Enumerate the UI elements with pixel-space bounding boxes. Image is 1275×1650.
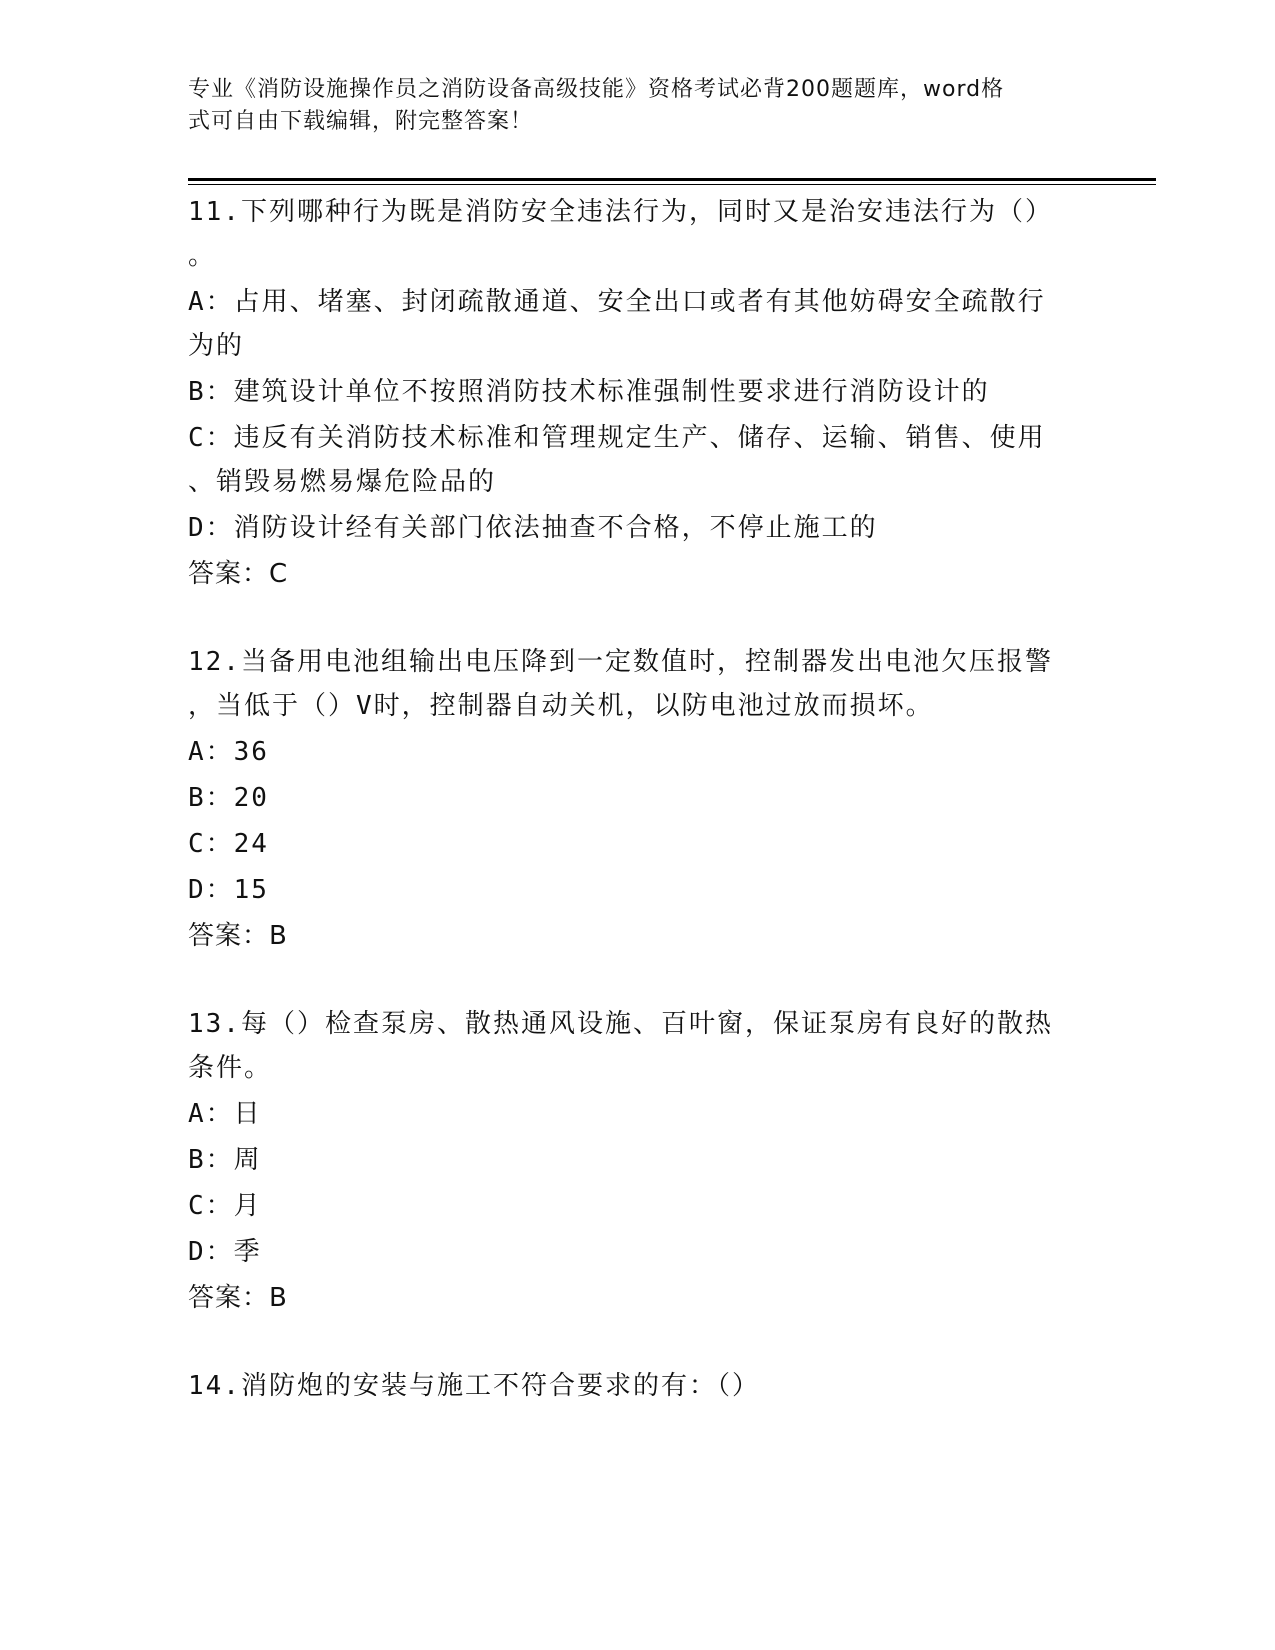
question-text-continued: 条件。 bbox=[188, 1053, 273, 1083]
question-text: 14.消防炮的安装与施工不符合要求的有：（） bbox=[188, 1371, 760, 1401]
option-a-continued: 为的 bbox=[188, 331, 245, 361]
option-b: B：建筑设计单位不按照消防技术标准强制性要求进行消防设计的 bbox=[188, 377, 990, 407]
question-list bbox=[188, 190, 1088, 1452]
question-12 bbox=[188, 640, 1088, 958]
option-d: D：15 bbox=[188, 875, 269, 905]
option-a: A：占用、堵塞、封闭疏散通道、安全出口或者有其他妨碍安全疏散行 bbox=[188, 287, 1046, 317]
option-d: D：季 bbox=[188, 1237, 262, 1267]
question-text: 11.下列哪种行为既是消防安全违法行为，同时又是治安违法行为（） bbox=[188, 197, 1053, 227]
option-c: C：违反有关消防技术标准和管理规定生产、储存、运输、销售、使用 bbox=[188, 423, 1046, 453]
question-13 bbox=[188, 1002, 1088, 1320]
header-divider-thick bbox=[188, 178, 1156, 181]
question-14 bbox=[188, 1364, 1088, 1408]
question-text: 13.每（）检查泵房、散热通风设施、百叶窗，保证泵房有良好的散热 bbox=[188, 1009, 1053, 1039]
question-text: 12.当备用电池组输出电压降到一定数值时，控制器发出电池欠压报警 bbox=[188, 647, 1053, 677]
option-c: C：24 bbox=[188, 829, 269, 859]
answer: 答案：B bbox=[188, 921, 288, 951]
answer: 答案：B bbox=[188, 1283, 288, 1313]
answer: 答案：C bbox=[188, 559, 289, 589]
option-b: B：20 bbox=[188, 783, 269, 813]
option-c-continued: 、销毁易燃易爆危险品的 bbox=[188, 467, 497, 497]
question-text-continued: ，当低于（）V时，控制器自动关机，以防电池过放而损坏。 bbox=[188, 691, 934, 721]
question-11 bbox=[188, 190, 1088, 596]
header-divider-thin bbox=[188, 184, 1156, 185]
option-a: A：36 bbox=[188, 737, 269, 767]
option-a: A：日 bbox=[188, 1099, 262, 1129]
document-header bbox=[188, 74, 1068, 138]
option-d: D：消防设计经有关部门依法抽查不合格，不停止施工的 bbox=[188, 513, 878, 543]
option-b: B：周 bbox=[188, 1145, 262, 1175]
header-title-line-1: 专业《消防设施操作员之消防设备高级技能》资格考试必背200题题库，word格 bbox=[188, 77, 1005, 102]
question-text-continued: 。 bbox=[188, 241, 217, 271]
option-c: C：月 bbox=[188, 1191, 262, 1221]
header-title-line-2: 式可自由下载编辑，附完整答案！ bbox=[188, 109, 534, 134]
